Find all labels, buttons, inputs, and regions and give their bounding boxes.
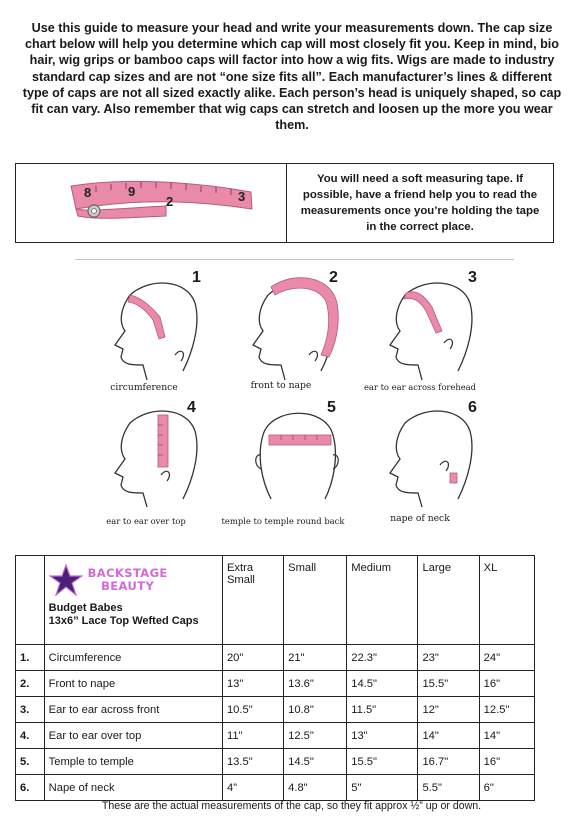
row-number: 2. [16,671,45,697]
table-cell: 13.5" [222,749,283,775]
star-icon [49,564,83,596]
row-number: 1. [16,645,45,671]
table-cell: 12.5" [284,723,347,749]
tape-number: 8 [84,185,92,200]
diagram-circumference [95,265,225,395]
table-row [16,671,535,697]
diagram-number: 4 [187,399,196,416]
diagram-nape-of-neck [370,395,500,525]
table-cell: 11" [222,723,283,749]
table-cell: 11.5" [347,697,418,723]
table-cell: 4.8" [284,775,347,801]
table-cell: 23" [418,645,479,671]
table-cell: 20" [222,645,283,671]
caption: ear to ear over top [106,516,186,526]
diagram-ear-to-ear-across-forehead [370,265,500,395]
row-label: Circumference [44,645,222,671]
row-number: 6. [16,775,45,801]
intro-paragraph: Use this guide to measure your head and write your measurements down. The cap size chart below will help you determine which cap will most closely fit you. Keep in mind, bio hair, wig grips or bamboo caps will factor into how a wig fits. Wigs are made to industry standard cap sizes and are not “one size fits all”. Each manufacturer’s lines & different type of caps are not all sized exactly alike. Each person’s head is uniquely shaped, so cap fit can vary. Also remember that wig caps can stretch and loosen up the more you wear them. [22,21,562,133]
size-header: Small [284,556,347,645]
footer-note: These are the actual measurements of the cap, so they fit approx ½” up or down. [101,800,482,812]
diagram-number: 3 [468,269,477,286]
caption: circumference [110,382,178,393]
divider [75,259,514,260]
table-cell: 16" [479,749,534,775]
table-cell: 15.5" [418,671,479,697]
diagram-front-to-nape [233,265,363,395]
table-cell: 14" [479,723,534,749]
row-number: 3. [16,697,45,723]
table-row [16,645,535,671]
table-row [16,749,535,775]
product-line: 13x6” Lace Top Wefted Caps [48,615,199,627]
caption: front to nape [250,380,312,391]
product-line: Budget Babes [48,602,123,614]
row-number: 5. [16,749,45,775]
brand-name-line: BEAUTY [101,579,155,593]
table-cell: 14.5" [347,671,418,697]
table-cell: 10.8" [284,697,347,723]
brand-cell [44,556,222,645]
diagram-number: 5 [327,399,336,416]
tape-info-box [15,163,554,243]
table-cell: 5" [347,775,418,801]
table-cell: 12" [418,697,479,723]
table-cell: 22.3" [347,645,418,671]
row-label: Temple to temple [44,749,222,775]
size-chart-table [15,555,535,801]
diagram-temple-to-temple [233,395,363,525]
tape-instructions: You will need a soft measuring tape. If possible, have a friend help you to read the measurements once you’re holding the tape in the correct place. [300,172,540,234]
table-header-row [16,556,535,645]
table-cell: 14" [418,723,479,749]
measuring-tape-image [16,164,287,242]
diagram-number: 1 [192,269,201,286]
table-cell: 6" [479,775,534,801]
table-row [16,775,535,801]
table-cell: 13" [347,723,418,749]
table-cell: 12.5" [479,697,534,723]
table-cell: 15.5" [347,749,418,775]
diagram-ear-to-ear-over-top [95,395,225,525]
brand-logo [49,564,218,596]
row-number: 4. [16,723,45,749]
diagram-number: 2 [329,269,338,286]
diagram-number: 6 [468,399,477,416]
table-cell: 13.6" [284,671,347,697]
brand-name-line: BACKSTAGE [87,566,168,580]
caption: nape of neck [390,513,450,524]
row-label: Ear to ear across front [44,697,222,723]
tape-number: 2 [166,194,174,209]
table-cell: 16.7" [418,749,479,775]
table-cell: 5.5" [418,775,479,801]
brand-name [88,567,168,593]
table-row [16,723,535,749]
table-cell: 24" [479,645,534,671]
row-label: Ear to ear over top [44,723,222,749]
tape-number: 3 [238,189,246,204]
size-header: XL [479,556,534,645]
caption: temple to temple round back [221,516,345,526]
table-cell: 14.5" [284,749,347,775]
table-row [16,697,535,723]
table-cell: 16" [479,671,534,697]
size-header: Extra Small [222,556,283,645]
size-header: Medium [347,556,418,645]
table-cell: 4" [222,775,283,801]
row-label: Front to nape [44,671,222,697]
product-name [49,602,218,628]
table-cell: 10.5" [222,697,283,723]
tape-number: 9 [128,184,136,199]
caption: ear to ear across forehead [363,382,477,392]
row-label: Nape of neck [44,775,222,801]
size-header: Large [418,556,479,645]
table-cell: 13" [222,671,283,697]
table-cell: 21" [284,645,347,671]
table-cell [16,556,45,645]
